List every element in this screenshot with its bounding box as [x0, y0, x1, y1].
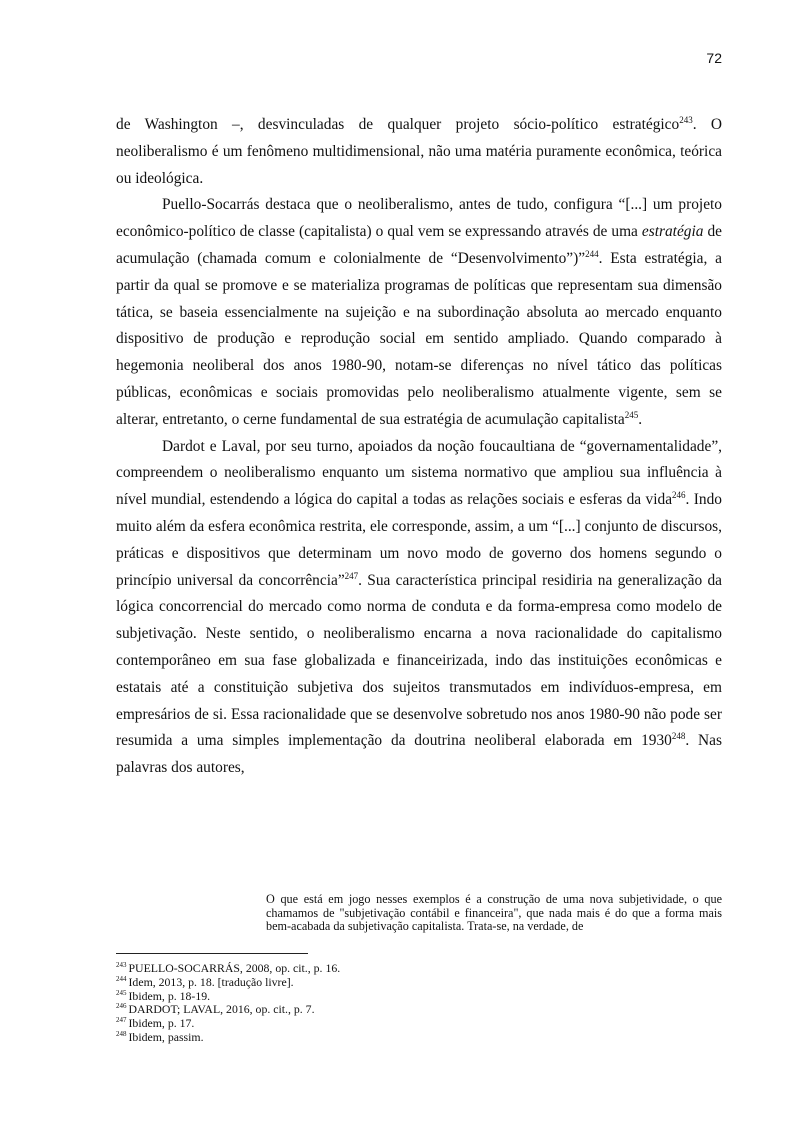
footnote-reference: 248: [671, 731, 686, 742]
text-run: .: [638, 410, 643, 428]
text-run: . Sua característica principal residiria na generalização da lógica concorrencial do mercado como norma de conduta e da forma-empresa como modelo de subjetivação. Neste sentido, o neoliberalismo encarna a nova racionalidade do capitalismo contemporâneo em sua fase globalizada e financeirizada, indo das instituições econômicas e estatais até a constituição subjetiva dos sujeitos transmutados em indivíduos-empresa, em empresários de si. Essa racionalidade que se desenvolve sobretudo nos anos 1980-90 não pode ser resumida a uma simples implementação da doutrina neoliberal elaborada em 1930: [116, 571, 722, 750]
footnote-reference: 243: [679, 114, 693, 125]
footnote-text: Idem, 2013, p. 18. [tradução livre].: [128, 974, 294, 989]
footnote-text: DARDOT; LAVAL, 2016, op. cit., p. 7.: [128, 1002, 315, 1017]
text-run: . Nas palavras dos autores,: [116, 732, 722, 777]
footnote: [116, 990, 722, 1004]
footnote-number: 243: [116, 961, 127, 970]
block-quote: [266, 893, 722, 935]
paragraph: [116, 434, 722, 782]
footnote-text: PUELLO-SOCARRÁS, 2008, op. cit., p. 16.: [128, 961, 341, 975]
footnote-reference: 244: [585, 248, 599, 259]
footnote-number: 248: [116, 1030, 127, 1039]
footnote: [116, 1017, 722, 1031]
footnote-number: 244: [116, 974, 127, 983]
footnote: [116, 962, 722, 976]
text-run: de Washington –, desvinculadas de qualquer projeto sócio-político estratégico: [116, 116, 680, 133]
main-text: [116, 112, 722, 782]
footnote-reference: 245: [624, 409, 639, 420]
footnote-text: Ibidem, p. 17.: [128, 1016, 195, 1031]
footnote-number: 246: [116, 1002, 127, 1011]
footnote: [116, 1003, 722, 1017]
footnote-text: Ibidem, p. 18-19.: [128, 988, 211, 1003]
footnote: [116, 976, 722, 990]
footnote-number: 247: [116, 1016, 127, 1025]
text-run: . Esta estratégia, a partir da qual se promove e se materializa programas de políticas que representam sua dimensão tática, se baseia essencialmente na sujeição e na subordinação absoluta ao mercado enquanto dispositivo de produção e reprodução social em sentido ampliado. Quando comparado à hegemonia neoliberal dos anos 1980-90, notam-se diferenças no nível tático das políticas públicas, econômicas e sociais promovidas pelo neoliberalismo atualmente vigente, sem se alterar, entretanto, o cerne fundamental de sua estratégia de acumulação capitalista: [116, 249, 723, 428]
footnote-separator: [116, 953, 308, 954]
paragraph: [116, 112, 722, 192]
footnote-number: 245: [116, 988, 127, 997]
text-run: Puello-Socarrás destaca que o neoliberalismo, antes de tudo, configura “[...] um projeto econômico-político de classe (capitalista) o qual vem se expressando através de uma: [116, 196, 722, 241]
emphasis-text: estratégia: [641, 223, 704, 241]
footnote-text: Ibidem, passim.: [128, 1029, 204, 1044]
text-run: . O neoliberalismo é um fenômeno multidimensional, não uma matéria puramente econômica, teórica ou ideológica.: [116, 116, 722, 187]
footnote: [116, 1031, 722, 1045]
footnote-reference: 247: [344, 570, 359, 581]
text-run: de acumulação (chamada comum e colonialmente de “Desenvolvimento”)”: [116, 223, 722, 267]
page-number: 72: [706, 50, 722, 66]
footnotes: [116, 962, 722, 1045]
footnote-reference: 246: [672, 490, 686, 501]
block-quote-text: O que está em jogo nesses exemplos é a construção de uma nova subjetividade, o que chamamos de "subjetivação contábil e financeira", que nada mais é do que a forma mais bem-acabada da subjetivação capitalista. Trata-se, na verdade, de: [266, 893, 722, 934]
text-run: Dardot e Laval, por seu turno, apoiados da noção foucaultiana de “governamentalidade”, compreendem o neoliberalismo enquanto um sistema normativo que ampliou sua influência à nível mundial, estendendo a lógica do capital a todas as relações sociais e esferas da vida: [116, 437, 722, 509]
paragraph: [116, 192, 722, 433]
text-run: . Indo muito além da esfera econômica restrita, ele corresponde, assim, a um “[...] conjunto de discursos, práticas e dispositivos que determinam um novo modo de governo dos homens segundo o princípio universal da concorrência”: [116, 491, 722, 589]
